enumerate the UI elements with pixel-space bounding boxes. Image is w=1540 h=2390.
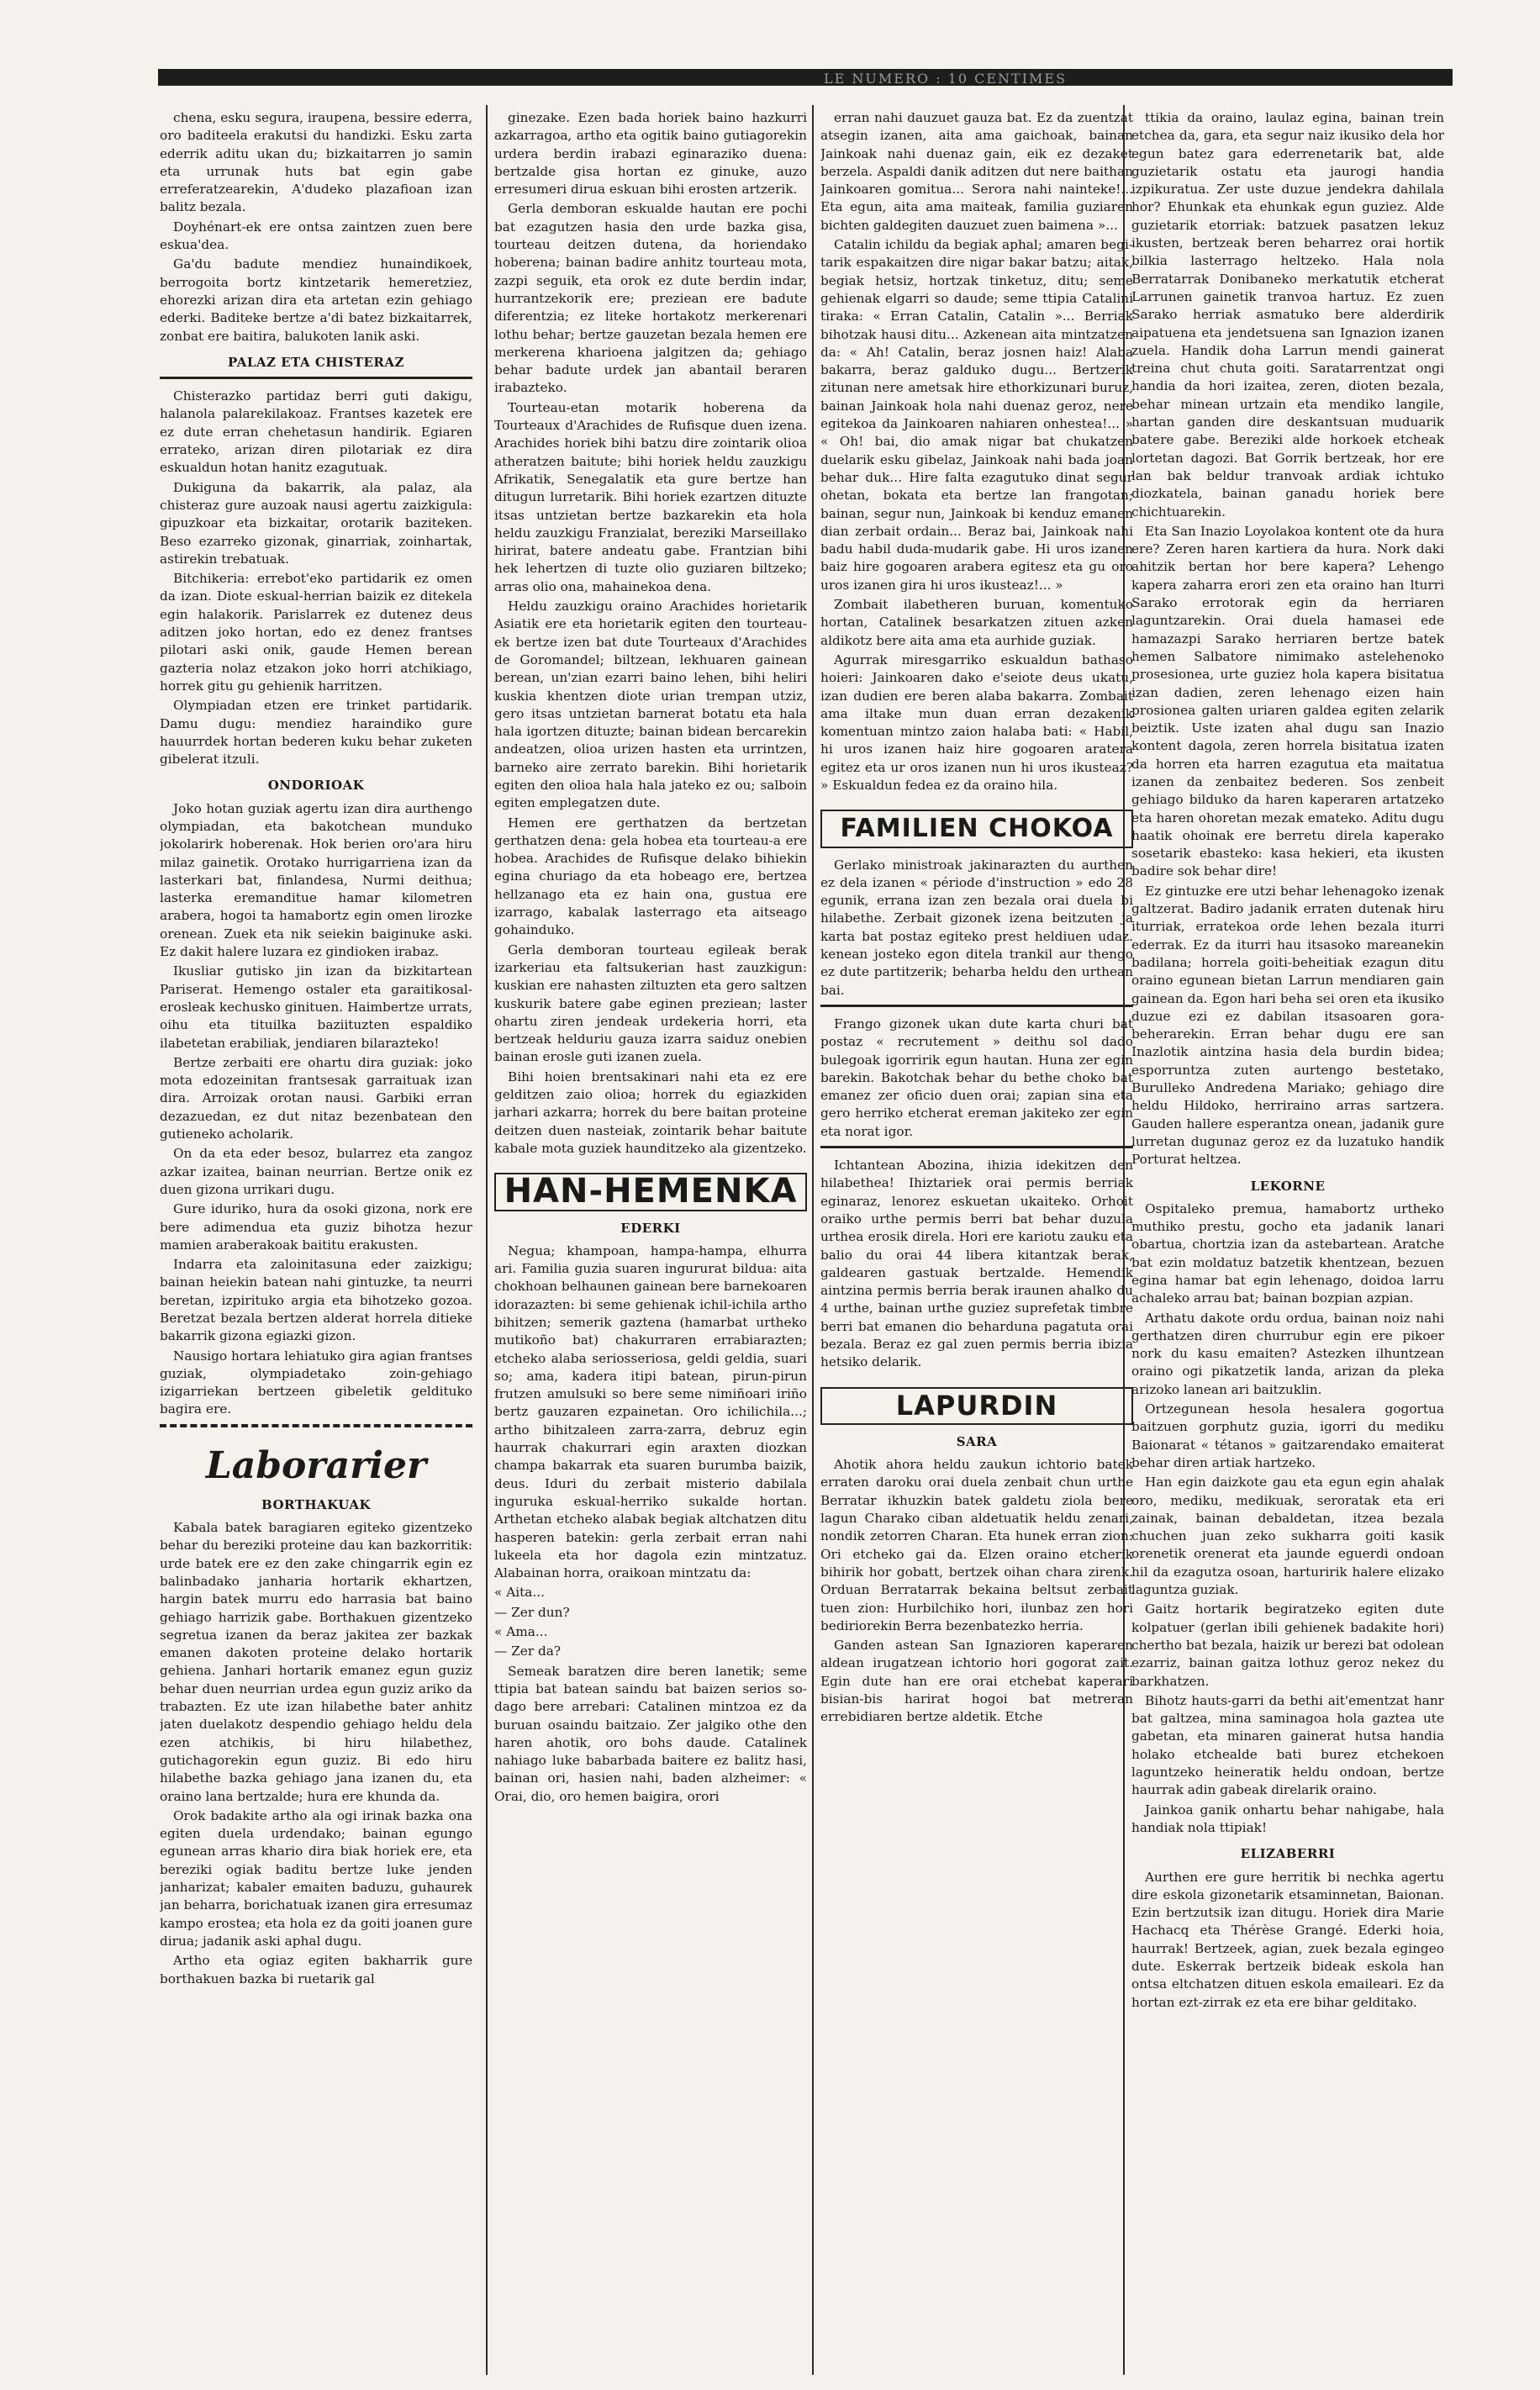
divider — [160, 377, 472, 379]
dialog-line: « Aita... — [494, 1585, 546, 1601]
article-paragraph: Ospitaleko premua, hamabortz urtheko muthiko prestu, gocho eta jadanik lanari obartua, chortzia izan da astebartean. Aratche bat ezin moldatuz batzetik khentzean, bezuen egina hamar bat egin lehenago, doidoa larru achaleko arrau bat; bainan bozpian azpian. — [1131, 1200, 1444, 1306]
article-paragraph: Artho eta ogiaz egiten bakharrik gure borthakuen bazka bi ruetarik gal — [160, 1953, 472, 1986]
section-title-laborarier: Laborarier — [205, 1443, 427, 1487]
article-paragraph: Ez gintuzke ere utzi behar lehenagoko izenak galtzerat. Badiro jadanik erraten dutenak hiru iturriak, erratekoa orde lehen bezala iturri ederrak. Ez da iturri hau itsasoko mareanekin badilana; horrela goiti-beheitiak ezagun ditu oraino egunean bietan Larrun mendiaren gain gainean da. Egon hari beha sei oren eta ikusiko duzue ezi ez dabilan itsasoaren gora-beherarekin. Erran behar dugu ere san Inazlotik aintzina hasia dela burdin bidea; esporruntza zuten aurtengo bestetako, Burulleko Andredena Mariako; gehiago dire heldu Hildoko, herriraino arras sartzera. Gauden hallere esperantza onean, jadanik gure lurretan dugunaz geroz ez da luzatuko handik Porturat heltzea. — [1131, 883, 1444, 1168]
dialog-line: — Zer dun? — [494, 1604, 570, 1620]
article-paragraph: Gerlako ministroak jakinarazten du aurthen ez dela izanen « période d'instruction » edo 28 egunik, errana izan zen bezala orai duela bi hilabethe. Zerbait gizonek izena beitzuten ja karta bat postaz egiteko prest heldiuen udaz. kenean josteko egon ditela trankil aur thengo ez dute partitzerik; beharba heldu den urthean bai. — [820, 857, 1133, 998]
article-paragraph: Zombait ilabetheren buruan, komentuko hortan, Catalinek besarkatzen zituen azken aldikotz bere aita ama eta aurhide guziak. — [820, 597, 1133, 648]
article-paragraph: Gerla demboran tourteau egileak berak izarkeriau eta faltsukerian hast zauzkigun: kuskian ere nahasten ziltuzten eta gero saltzen kuskurik batere gabe eginen preziean; laster ohartu ziren jendeak urdekeria horri, eta bertzeak helduriu gauza izarra saiduz onebien bainan erosle guti izanen zuela. — [494, 942, 807, 1065]
column-1 — [160, 109, 472, 2371]
article-paragraph: Bertze zerbaiti ere ohartu dira guziak: joko mota edozeinitan frantsesak garraituak izan dira. Arroizak orotan nausi. Garbiki erran dezazuedan, ez dut nitaz bezenbatean den gutieneko acholarik. — [160, 1054, 472, 1142]
article-paragraph: ttikia da oraino, laulaz egina, bainan trein etchea da, gara, eta segur naiz ikusiko dela hor egun batez gara ederrenetarik bat, alde guzietarik ostatu eta jaurogi handia izpikuratua. Zer uste duzue jendekra dahilala hor? Ehunkak eta ehunkak egun guziez. Alde guzietarik etorriak: batzuek pasatzen lekuz ikusten, bertzeak beren beharrez orai hortik bilkia lasterrago heltzeko. Hala nola Berratarrak Donibaneko merkatutik etcherat Larrunen gainetik tranvoa hartuz. Ez zuen Sarako herriak asmatuko bere alderdirik aipatuena eta jendetsuena san Ignazion izanen zuela. Handik doha Larrun mendi gainerat treina chut chuta goiti. Saratarrentzat ongi handia da hori izaitea, zeren, dioten bezala, behar minean urtzain eta mendiko langile, hartan ganden dire deskantsuan muduarik batere gabe. Bereziki alde horkoek etcheak lortetan dagozi. Bat Gorrik bertzeak, hor ere lan bak beldur tranvoak ardiak ichtuko diozkatela, bainan ganadu horiek bere chichtuarekin. — [1131, 110, 1444, 520]
article-paragraph: Bitchikeria: errebot'eko partidarik ez omen da izan. Diote eskual-herrian baizik ez ditekela egin halakorik. Parislarrek ez dutenez deus aditzen joko hortan, edo ez denez frantses pilotari aski onik, gaude Hemen berean gazteria nolaz etzakon joko horri atchikiago, horrek gitu gu gehienik harritzen. — [160, 571, 472, 694]
column-rule — [486, 105, 488, 2375]
article-paragraph: Gure iduriko, hura da osoki gizona, nork ere bere adimendua eta guziz bihotza hezur mamien araberakoak baititu erakusten. — [160, 1201, 472, 1253]
article-paragraph: Ahotik ahora heldu zaukun ichtorio batek erraten daroku orai duela zenbait chun urthe Berratar ikhuzkin batek galdetu ziola bere lagun Charako ciban aldetuatik heldu zenari, nondik zetorren Charan. Eta hunek erran zion: Ori etcheko gai da. Elzen oraino etcherik bihirik hor gobatt, bertzek oihan chara zirenk. Orduan Berratarrak bekaina beltsut zerbait tuen zion: Hurbilchiko hori, ilunbaz zen hori bediriorekin Berra bezenbatezko herria. — [820, 1457, 1133, 1633]
article-paragraph: erran nahi dauzuet gauza bat. Ez da zuentzat atsegin izanen, aita ama gaichoak, bainan Jainkoak nahi duenaz gain, eik ez dezaket berzela. Aspaldi danik aditzen dut nere baithan Jainkoaren gomitua... Serora nahi nainteke!... Eta egun, aita ama maiteak, familia guziaren bichten galdegiten dauzuet zuen baimena »... — [820, 110, 1133, 233]
article-paragraph: Gaitz hortarik begiratzeko egiten dute kolpatuer (gerlan ibili gehienek badakite hori) chertho bat bezala, haizik ur berezi bat odolean ezarriz, bainan gaitza lothuz geroz nekez du barkhatzen. — [1131, 1601, 1444, 1689]
column-rule — [812, 105, 814, 2375]
article-paragraph: Jainkoa ganik onhartu behar nahigabe, hala handiak nola ttipiak! — [1131, 1802, 1444, 1835]
section-heading: EDERKI — [620, 1220, 681, 1236]
article-paragraph: Chisterazko partidaz berri guti dakigu, halanola palarekilakoaz. Frantses kazetek ere ez dute erran chehetasun handirik. Egiaren errateko, arizan diren pilotariak ez dira eskualdun hotan hanitz ezagutuak. — [160, 388, 472, 476]
article-paragraph: Agurrak miresgarriko eskualdun bathaso hoieri: Jainkoaren dako e'seiote deus ukatu, izan dudien ere beren alaba bakarra. Zombait ama iltake mun duan erran dezakenik komentuan mintzo zaion halaba bati: « Habil, hi uros izanen haiz hire gogoaren aratera egitez eta ur oros izanen nun hi uros ikusteaz? » Eskualdun fedea ez da oraino hila. — [820, 652, 1133, 793]
article-paragraph: Orok badakite artho ala ogi irinak bazka ona egiten duela urdendako; bainan egungo egunean arras khario dira biak horiek ere, eta bereziki ogiak baditu bertze luke jenden janharizat; kabaler emaiten baduzu, guhaurek jan beharra, borichatuak izanen gira erresumaz kampo erostea; eta hola ez da goiti joanen gure dirua; jadanik aski aphal dugu. — [160, 1807, 472, 1949]
article-paragraph: Heldu zauzkigu oraino Arachides horietarik Asiatik ere eta horietarik egiten den tourteau-ek bertze izen bat dute Tourteaux d'Arachides de Goromandel; biltzean, lekhuaren gainean berean, un'zian ezarri baino lehen, bihi heliri kuskia khentzen diote urian trempan utziz, gero itsas untzietan barnerat botatu eta hala hala igortzen dituzte; bainan bidean bercarekin andeatzen, olioa urizen hasten eta urrintzen, barneko aire zerrato barekin. Bihi horietarik egiten den olioa hala hala jateko ez ou; salboin egiten emplegatzen dute. — [494, 599, 807, 811]
divider — [160, 1424, 472, 1427]
article-paragraph: On da eta eder besoz, bularrez eta zangoz azkar izaitea, bainan neurrian. Bertze onik ez duen gizona urrikari dugu. — [160, 1146, 472, 1197]
column-2 — [494, 109, 807, 2371]
article-paragraph: Frango gizonek ukan dute karta churi bat postaz « recrutement » deithu sol dado bulegoak igorririk egun hautan. Huna zer egin barekin. Bakotchak behar du bethe choko bat emanez zer oficio duen orai; zapian sina eta gero herriko etcherat ereman jakiteko zer egin eta norat igor. — [820, 1016, 1133, 1139]
article-paragraph: Semeak baratzen dire beren lanetik; seme ttipia bat batean saindu bat baizen serios so-dago bere arrebari: Catalinen mintzoa ez da buruan osaindu baitzaio. Zer jalgiko othe den haren ahotik, oro bohs daude. Catalinek nahiago luke babarbada baitere ez balitz hasi, bainan ori, hasien nahi, baden alzheimer: « Orai, dio, oro hemen baigira, orori — [494, 1663, 807, 1804]
section-heading: ELIZABERRI — [1240, 1846, 1336, 1862]
article-paragraph: Aurthen ere gure herritik bi nechka agertu dire eskola gizonetarik etsaminnetan, Baionan. Ezin bertzutsik izan ditugu. Horiek dira Marie Hachacq eta Thérèse Grangé. Ederki hoia, haurrak! Bertzeek, agian, zuek bezala egingeo dute. Eskerrak bertzeik bideak eskola han ontsa eltchatzen dituen eskola emaileari. Ez da hortan ezt-zirrak ez eta ere bihar gelditako. — [1131, 1869, 1444, 2010]
article-paragraph: Bihotz hauts-garri da bethi ait'ementzat hanr bat galtzea, mina saminagoa hola gaztea ute gabetan, eta minaren gainerat hutsa handia holako etchealde bati burez etchekoen laguntzeko heineratik heldu ondoan, bertze haurrak adin gabeak direlarik oraino. — [1131, 1692, 1444, 1798]
section-heading: SARA — [956, 1433, 998, 1449]
article-paragraph: Ga'du badute mendiez hunaindikoek, berrogoita bortz kintzetarik hemeretziez, ehorezki arizan dira eta artetan ezin gehiago ederki. Baditeke bertze a'di batez bizkaitarrek, zonbat ere baitira, balukoten lanik aski. — [160, 256, 472, 344]
article-paragraph: Arthatu dakote ordu ordua, bainan noiz nahi gerthatzen diren churrubur egin ere pikoer nork du kasu emaiten? Astezken ilhuntzean oraino ogi pikatzetik landa, arizan da pleka arizoko lanean ari baitzuklin. — [1131, 1310, 1444, 1397]
article-paragraph: Joko hotan guziak agertu izan dira aurthengo olympiadan, eta bakotchean munduko jokolarirk hoberenak. Hok berien oro'ara hiru milaz gainetik. Orotako hurrigarriena izan da lasterkari bat, finlandesa, Nurmi deithua; lasterka eremanditue hamar kilometren arabera, hogoi ta hamabortz egin omen lirozke orenean. Zuek eta nik seiekin baiginuke aski. Ez dakit halere luzara ez gindioken irabaz. — [160, 800, 472, 960]
article-paragraph: Olympiadan etzen ere trinket partidarik. Damu dugu: mendiez haraindiko gure hauurrdek hortan bederen kuku behar zuketen gibelerat itzuli. — [160, 698, 472, 768]
article-paragraph: Indarra eta zaloinitasuna eder zaizkigu; bainan heiekin batean nahi gintuzke, ta neurri beretan, izpirituko argia eta bihotzeko gozoa. Beretzat bezala bertzen alderat horrela ditieke bakarrik gizona egiazki gizon. — [160, 1257, 472, 1344]
article-paragraph: Bihi hoien brentsakinari nahi eta ez ere gelditzen zaio olioa; horrek du egiazkiden jarhari azkarra; horrek du bere baitan proteine deitzen duen nasteiak, zointarik behar baitute kabale mota guziek haunditzeko ala gizentzeko. — [494, 1068, 807, 1156]
section-heading: BORTHAKUAK — [261, 1496, 371, 1512]
column-4 — [1131, 109, 1444, 2371]
divider — [820, 1005, 1133, 1007]
dialog-line: — Zer da? — [494, 1643, 562, 1659]
article-paragraph: chena, esku segura, iraupena, bessire ederra, oro baditeela erakutsi du handizki. Esku zarta ederrik aditu ukan du; bizkaitarren jo samin eta urrunak huts bat egin gabe erreferatzearekin, A'dudeko plazafioan izan balitz bezala. — [160, 110, 472, 215]
article-paragraph: Kabala batek baragiaren egiteko gizentzeko behar du bereziki proteine dau kan bazkorritik: urde batek ere ez den zake chingarrik egin ez balinbadako janharia hortarik ekhartzen, hargin batek murru edo harrasia bat baino gehiago harrizik gabe. Borthakuen gizentzeko segretua izanen da beraz jakitea zer bazkak emanen dakoten proteine delako hortarik gehiena. Janhari hortarik emanez egun guziz behar duen neurrian urdea egun guziz ariko da trabazten. Ez ute izan hilabethe bater anhitz jaten duelakotz despendio gehiago heldu dela ezen atchikis, bi hiru hilabethez, gutichagorekin egun guziz. Bi edo hiru hilabethe bazka gehiago jana izanen du, eta oraino lana bertzalde; hura ere khunda da. — [160, 1520, 472, 1804]
article-paragraph: Tourteau-etan motarik hoberena da Tourteaux d'Arachides de Rufisque duen izena. Arachides horiek bihi batzu dire zointarik olioa atheratzen baitute; bihi horiek heldu zauzkigu Afrikatik, Senegalatik eta gure bertze han ditugun lurretarik. Bihi horiek ezartzen dituzte itsas untzietan bertze bazkarekin eta hola heldu zauzkigu Franzialat, bereziki Marseillako hirirat, batere andeatu gabe. Frantzian bihi hek lehertzen di tuzte olio guziaren biltzeko; arras olio ona, mahainekoa dena. — [494, 399, 807, 594]
divider — [820, 1146, 1133, 1148]
article-paragraph: ginezake. Ezen bada horiek baino hazkurri azkarragoa, artho eta ogitik baino gutiagorekin urdera berdin irabazi eginaraziko duena: bertzalde gisa hortan ez ginuke, auzo erresumeri dirua eskuan bihi erosten artzerik. — [494, 110, 807, 198]
article-paragraph: Hemen ere gerthatzen da bertzetan gerthatzen dena: gela hobea eta tourteau-a ere hobea. Arachides de Rufisque delako bihiekin egina churiago da eta hobeago ere, bertzea hellzanago eta ez hain ona, gustua ere izarrago, kabalak lasterrago eta aitseago gohainduko. — [494, 815, 807, 938]
article-paragraph: Gerla demboran eskualde hautan ere pochi bat ezagutzen hasia den urde bazka gisa, tourteau deitzen dutena, da horiendako hoberena; bainan badire anhitz tourteau mota, zazpi seguik, eta orok ez dute berdin indar, hurrantzekorik ere; preziean ere badute diferentzia; ez liteke hortakotz merkerenari lothu behar; bertze gauzetan bezala hemen ere merkerena kharioena jalgitzen da; gehiago behar badute urdek jan abantail beraren irabazteko. — [494, 201, 807, 396]
masthead-rule — [158, 69, 1453, 86]
section-title-han-hemenka: HAN-HEMENKA — [494, 1173, 807, 1211]
masthead-fragment: LE NUMERO : 10 CENTIMES — [824, 71, 1068, 87]
article-paragraph: Negua; khampoan, hampa-hampa, elhurra ari. Familia guzia suaren ingururat bildua: aita chokhoan belhaunen gainean bere barnekoaren idorazazten: bi seme gehienak ichil-ichila artho bihitzen; semerik gaztena (hamarbat urtheko mutikoño bat) chakurraren errabiarazten; etcheko alaba seriosseriosa, geldi geldia, suari so; ama, kadera itipi batean, pirun-pirun frutzen amulsuki so bere seme nimiñoari iriño bertz gauzaren ezpainetan. Oro ichilichila...; artho bihitzaleen zarra-zarra, debruz egin haurrak chakurrari egin araxten diozkan champa bakarrak eta suaren burumba baizik, deus. Iduri du zerbait misterio dabilala inguruka eskual-herriko sukalde hortan. Arthetan etcheko alabak begiak altchatzen ditu hasperen batekin: gerla zerbait erran nahi lukeela eta hor dagola ezin mintzatuz. Alabainan horra, oraikoan mintzatu da: — [494, 1242, 807, 1581]
article-paragraph: Ichtantean Abozina, ihizia idekitzen den hilabethea! Ihiztariek orai permis berriak eginaraz, lenorez eskuetan ukaiteko. Orhoit oraiko urthe permis berri bat behar duzula urthea erosik direla. Hori ere kariotu zauku eta balio du orai 44 libera kitantzak berak, galdearen gastuak bertzalde. Hemendik aintzina permis berria berak iraunen ahalko du 4 urthe, bainan urthe guziez suprefetak timbre berri bat emanen dio beharduna pagatuta orai bezala. Beraz ez gal zuen permis berria ibizia hetsiko delarik. — [820, 1158, 1133, 1370]
section-title-lapurdin: LAPURDIN — [820, 1387, 1133, 1425]
article-paragraph: Nausigo hortara lehiatuko gira agian frantses guziak, olympiadetako zoin-gehiago izigarriekan bertzeen gibeletik geldituko bagira ere. — [160, 1348, 472, 1417]
article-paragraph: Doyhénart-ek ere ontsa zaintzen zuen bere eskua'dea. — [160, 219, 472, 253]
article-paragraph: Ganden astean San Ignazioren kaperaren aldean irugatzean ichtorio hori gogorat zait. Egin dute han ere orai etchebat kaperari bisian-bis harirat hogoi bat metreran errebidiaren bertze aldetik. Etche — [820, 1638, 1133, 1725]
section-heading: LEKORNE — [1250, 1178, 1326, 1194]
article-paragraph: Dukiguna da bakarrik, ala palaz, ala chisteraz gure auzoak nausi agertu zaizkigula: gipuzkoar eta bizkaitar, orotarik baziteken. Beso ezarreko gizonak, ginarriak, zoinhartak, astirekin trebatuak. — [160, 479, 472, 567]
article-paragraph: Han egin daizkote gau eta egun egin ahalak oro, mediku, medikuak, seroratak eta eri zainak, bainan debaldetan, itzea bezala chuchen juan zeko sukharra goiti kasik orenetik orenerat eta jaunde eguerdi ondoan hil da ezagutza osoan, harturirik halere elizako laguntza guziak. — [1131, 1475, 1444, 1598]
article-paragraph: Catalin ichildu da begiak aphal; amaren begi-tarik espakaitzen dire nigar bakar batzu; aitak, begiak hetsiz, hortzak tinketuz, ditu; seme gehienak elgarri so daude; seme ttipia Catalini tiraka: « Erran Catalin, Catalin »... Berriak bihotzak hausi ditu... Azkenean aita mintzatzen da: « Ah! Catalin, beraz josnen haiz! Alaba bakarra, beraz galduko dugu... Bertzerik zitunan nere ametsak hire ethorkizunari buruz, bainan Jainkoak hola nahi duenaz geroz, nere egitekoa da Jainkoaren nahiaren onhestea!... » « Oh! bai, dio amak nigar bat chukatzen duelarik esku gibelaz, Jainkoak nahi bada joan behar duk... Hire falta ezagutuko dinat segur ohetan, bokata eta bertze lan frangotan; bainan, segur nun, Jainkoak bi kenduz emanen dian zerbait ordain... Beraz bai, Jainkoak nahi badu habil duda-mudarik gabe. Hi uros izanen baiz hire gogoaren arabera egitesz eta gu oro uros izanen gira hi uros ikusteaz!... » — [820, 237, 1133, 593]
article-paragraph: Eta San Inazio Loyolakoa kontent ote da hura ere? Zeren haren kartiera da hura. Nork daki ahitzik bertan hor bere kapera? Lehengo kapera zaharra erori zen eta oraino han lturri Sarako errotorak egin da herriaren laguntzarekin. Orai duela hamasei ede hamazazpi Sarako herriaren bertze batek hemen Salbatore nimimako astelehenoko prosesionea, urte guziez hola kapera bisitatua izan dadien, zeren lehenago eizen hain prosionea galten uriaren galdea egiten zelarik beiztik. Uste izaten ahal dugu san Inazio kontent dagola, zeren horrela bisitatua izaten da horren eta harren ezagutua eta maitatua izanen da zenbaitez bederen. Sos zenbeit gehiago bilduko da haren kaperaren artatzeko eta haren ohoretan mezak emateko. Aditu dugu haatik ohoinak ere berretu direla kaperako sosetarik ebasteko: kasa hekieri, eta ikusten badire sok behar dire! — [1131, 523, 1444, 879]
dialog-line: « Ama... — [494, 1624, 548, 1640]
section-title-familien-chokoa: FAMILIEN CHOKOA — [820, 810, 1133, 847]
section-heading: PALAZ ETA CHISTERAZ — [228, 354, 404, 370]
article-paragraph: Ikusliar gutisko jin izan da bizkitartean Pariserat. Hemengo ostaler eta garaitikosal-erosleak kechusko ginituen. Haimbertze urrats, oihu eta tituilka baziituzten espaldiko ilabetetan erabiliak, jendiaren bilarazteko! — [160, 963, 472, 1051]
column-3 — [820, 109, 1133, 2371]
article-paragraph: Ortzegunean hesola hesalera gogortua baitzuen gorphutz guzia, igorri du mediku Baionarat « tétanos » gaitzarendako emaiterat behar diren artiak hartzeko. — [1131, 1401, 1444, 1470]
section-heading: ONDORIOAK — [267, 778, 365, 794]
